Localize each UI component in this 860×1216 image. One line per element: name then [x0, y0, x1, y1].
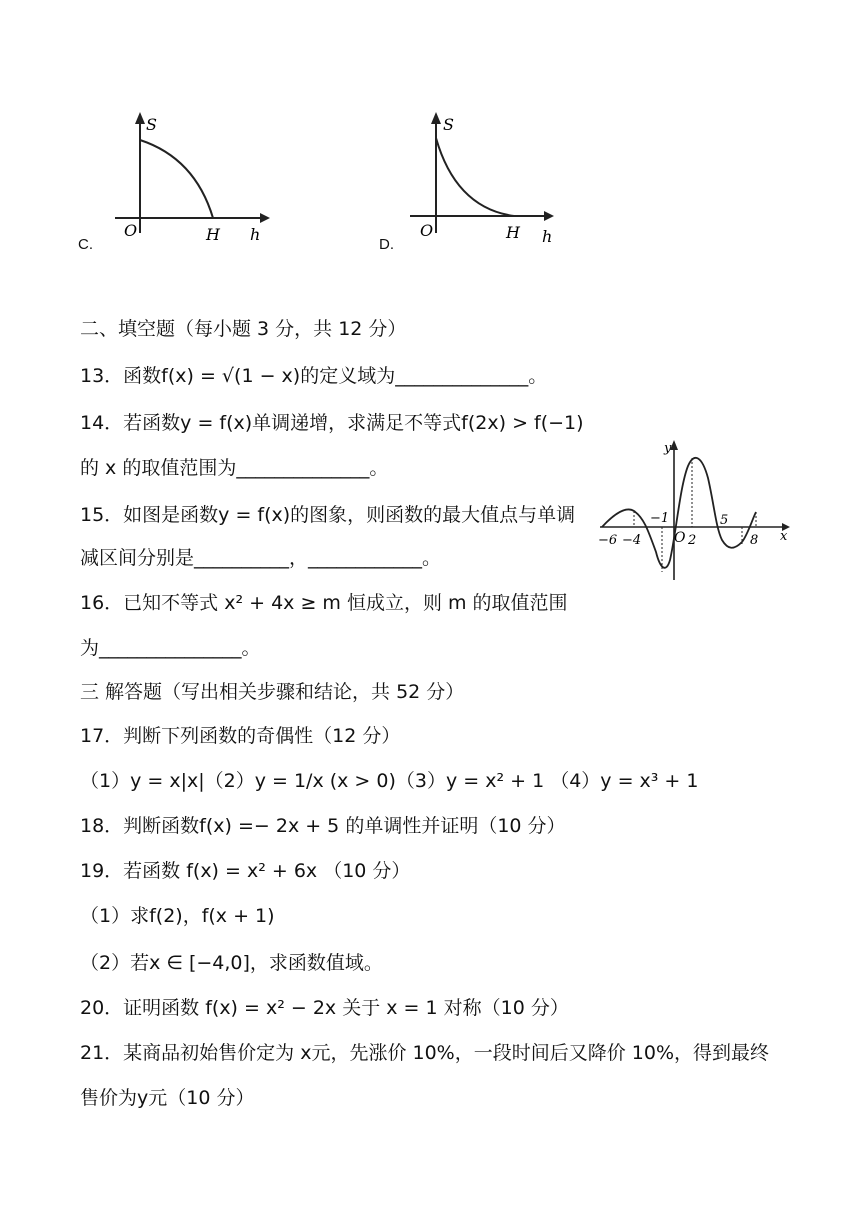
origin-label: O — [674, 530, 686, 546]
function-curve — [602, 458, 759, 568]
question-19: 19．若函数 f(x) = x² + 6x （10 分） — [80, 860, 411, 882]
question-17: 17．判断下列函数的奇偶性（12 分） — [80, 725, 401, 747]
question-16-line2: 为_______________。 — [80, 637, 261, 659]
axis-label-h: h — [542, 227, 553, 246]
question-16-line1: 16．已知不等式 x² + 4x ≥ m 恒成立，则 m 的取值范围 — [80, 592, 568, 614]
h-mark-label: H — [206, 225, 220, 244]
choice-d-label: D. — [379, 236, 394, 253]
tick-label: −4 — [622, 533, 642, 548]
tick-label: 8 — [750, 533, 759, 548]
h-mark-label: H — [506, 223, 520, 242]
curve — [140, 140, 213, 218]
axis-label-s: S — [146, 115, 157, 134]
tick-label: −6 — [598, 533, 618, 548]
y-arrow-icon — [135, 112, 145, 124]
choice-c-label: C. — [78, 236, 93, 253]
question-20: 20．证明函数 f(x) = x² − 2x 关于 x = 1 对称（10 分） — [80, 997, 569, 1019]
axis-label-h: h — [250, 225, 261, 244]
question-14-line1: 14．若函数y = f(x)单调递增，求满足不等式f(2x) > f(−1) — [80, 412, 584, 434]
origin-label: O — [420, 221, 434, 240]
y-arrow-icon — [431, 112, 441, 124]
question-15-line1: 15．如图是函数y = f(x)的图象，则函数的最大值点与单调 — [80, 504, 576, 526]
tick-label: 5 — [720, 513, 729, 528]
question-13: 13．函数f(x) = √(1 − x)的定义域为______________。 — [80, 365, 548, 387]
question-18: 18．判断函数f(x) =− 2x + 5 的单调性并证明（10 分） — [80, 815, 566, 837]
question-21-line2: 售价为y元（10 分） — [80, 1087, 255, 1109]
section3-heading: 三 解答题（写出相关步骤和结论，共 52 分） — [80, 681, 465, 703]
origin-label: O — [124, 221, 138, 240]
choice-d-graph — [398, 108, 568, 248]
question-21-line1: 21．某商品初始售价定为 x元，先涨价 10%，一段时间后又降价 10%，得到最终 — [80, 1042, 770, 1064]
tick-label: −1 — [650, 511, 670, 526]
axis-label-y: y — [664, 441, 672, 456]
x-arrow-icon — [260, 213, 270, 223]
axis-label-x: x — [780, 529, 788, 544]
section2-heading: 二、填空题（每小题 3 分，共 12 分） — [80, 318, 407, 340]
choice-c-graph — [100, 108, 270, 248]
question-15-line2: 减区间分别是__________，____________。 — [80, 547, 442, 569]
tick-label: 2 — [688, 533, 697, 548]
question-15-graph — [596, 434, 792, 582]
question-19-part2: （2）若x ∈ [−4,0]，求函数值域。 — [80, 952, 383, 974]
question-14-line2: 的 x 的取值范围为______________。 — [80, 457, 389, 479]
curve — [436, 138, 514, 216]
question-17-parts: （1）y = x|x|（2）y = 1/x (x > 0)（3）y = x² + 1 （4）y = x³ + 1 — [80, 770, 699, 792]
question-19-part1: （1）求f(2)，f(x + 1) — [80, 905, 275, 927]
x-arrow-icon — [544, 211, 554, 221]
axis-label-s: S — [443, 115, 454, 134]
